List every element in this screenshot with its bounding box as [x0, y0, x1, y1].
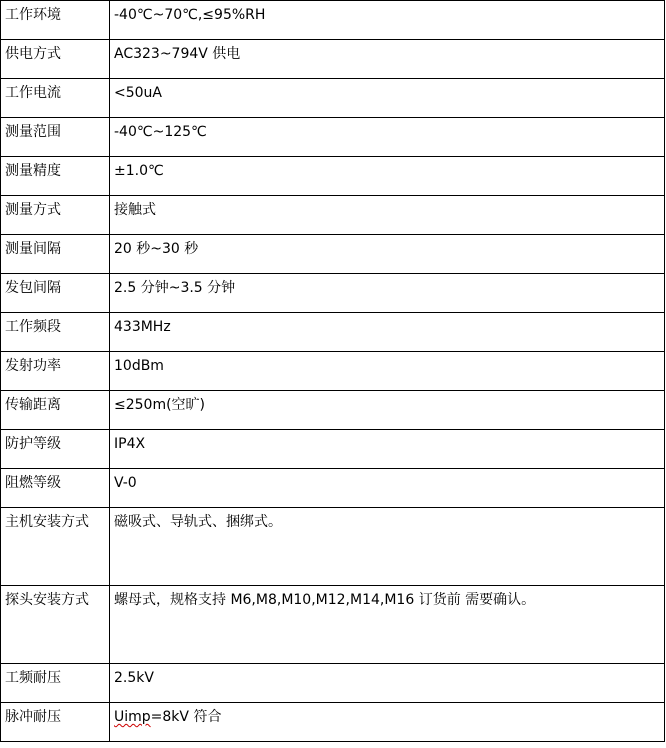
value-cell: 20 秒~30 秒	[110, 235, 665, 274]
value-cell: ≤250m(空旷)	[110, 391, 665, 430]
value-cell: V-0	[110, 469, 665, 508]
spellcheck-underlined-text: Uimp	[114, 709, 151, 725]
label-cell: 测量范围	[1, 118, 110, 157]
table-row	[1, 508, 665, 586]
label-cell: 测量间隔	[1, 235, 110, 274]
label-cell: 发包间隔	[1, 274, 110, 313]
value-cell: AC323~794V 供电	[110, 40, 665, 79]
label-cell: 测量精度	[1, 157, 110, 196]
label-cell: 工作环境	[1, 1, 110, 40]
value-cell: 接触式	[110, 196, 665, 235]
value-cell: -40℃~125℃	[110, 118, 665, 157]
value-cell: 螺母式，规格支持 M6,M8,M10,M12,M14,M16 订货前 需要确认。	[110, 586, 665, 664]
label-cell: 主机安装方式	[1, 508, 110, 586]
table-row	[1, 430, 665, 469]
value-cell: <50uA	[110, 79, 665, 118]
label-cell: 工频耐压	[1, 664, 110, 703]
label-cell: 测量方式	[1, 196, 110, 235]
table-row	[1, 313, 665, 352]
label-cell: 工作频段	[1, 313, 110, 352]
table-row	[1, 274, 665, 313]
table-row	[1, 157, 665, 196]
table-row	[1, 703, 665, 742]
value-cell: 433MHz	[110, 313, 665, 352]
label-cell: 供电方式	[1, 40, 110, 79]
value-cell: 2.5kV	[110, 664, 665, 703]
table-row	[1, 469, 665, 508]
table-row	[1, 79, 665, 118]
label-cell: 传输距离	[1, 391, 110, 430]
value-cell: ±1.0℃	[110, 157, 665, 196]
label-cell: 探头安装方式	[1, 586, 110, 664]
label-cell: 防护等级	[1, 430, 110, 469]
value-cell: 2.5 分钟~3.5 分钟	[110, 274, 665, 313]
table-row	[1, 118, 665, 157]
value-cell: 10dBm	[110, 352, 665, 391]
label-cell: 工作电流	[1, 79, 110, 118]
value-cell: 磁吸式、导轨式、捆绑式。	[110, 508, 665, 586]
table-row	[1, 235, 665, 274]
table-row	[1, 196, 665, 235]
label-cell: 阻燃等级	[1, 469, 110, 508]
label-cell: 脉冲耐压	[1, 703, 110, 742]
value-cell: -40℃~70℃,≤95%RH	[110, 1, 665, 40]
table-row	[1, 40, 665, 79]
value-text: =8kV 符合	[150, 709, 222, 725]
table-row	[1, 664, 665, 703]
table-row	[1, 352, 665, 391]
label-cell: 发射功率	[1, 352, 110, 391]
value-cell	[110, 703, 665, 742]
value-cell: IP4X	[110, 430, 665, 469]
table-row	[1, 1, 665, 40]
table-row	[1, 586, 665, 664]
table-row	[1, 391, 665, 430]
